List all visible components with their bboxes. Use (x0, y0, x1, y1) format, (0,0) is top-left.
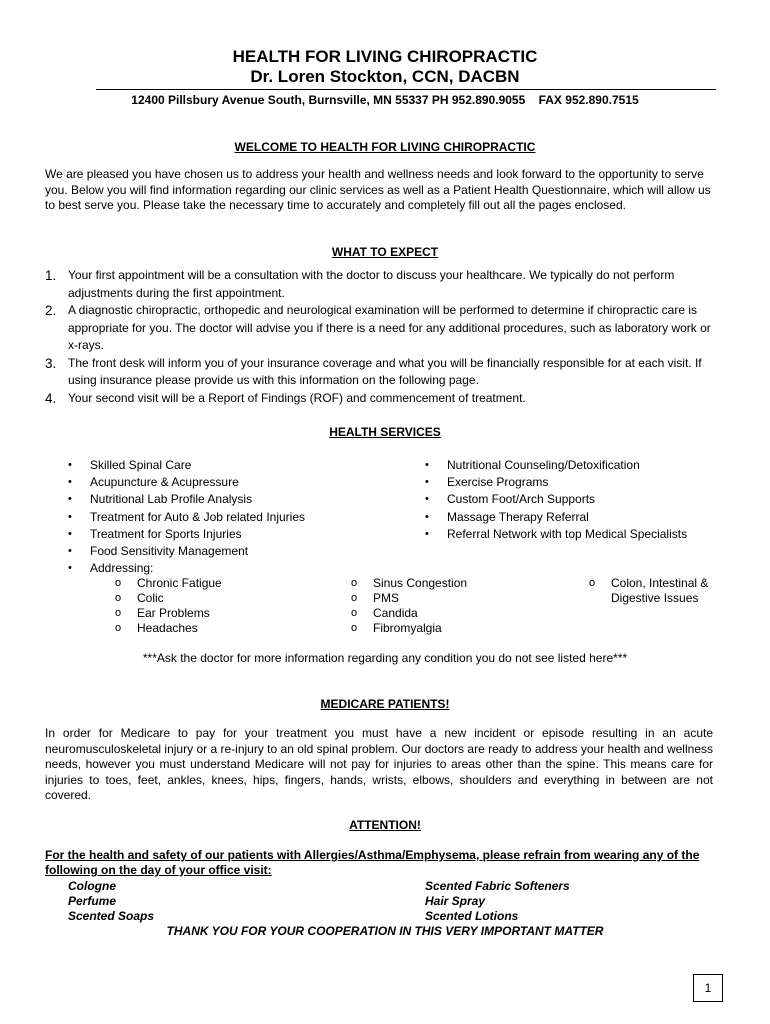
condition-label-continued: Digestive Issues (611, 591, 699, 605)
condition-label: Ear Problems (137, 606, 210, 620)
fragrance-item: Hair Spray (425, 894, 486, 908)
what-to-expect-heading: WHAT TO EXPECT (331, 245, 439, 259)
expect-list (45, 267, 713, 407)
service-item (66, 543, 396, 560)
welcome-heading: WELCOME TO HEALTH FOR LIVING CHIROPRACTIC (234, 140, 536, 154)
condition-item (351, 606, 551, 621)
header-divider (96, 89, 716, 90)
condition-label: Candida (373, 606, 418, 620)
condition-label: PMS (373, 591, 400, 605)
conditions-column-1 (115, 576, 315, 636)
service-item (66, 491, 396, 508)
expect-item-4 (45, 390, 713, 408)
circle-bullet-icon: o (351, 622, 358, 634)
service-item (423, 457, 743, 474)
circle-bullet-icon: o (351, 607, 358, 619)
service-label: Nutritional Counseling/Detoxification (447, 458, 640, 472)
bullet-icon: • (68, 476, 72, 489)
condition-label: Headaches (137, 621, 198, 635)
service-label: Skilled Spinal Care (90, 458, 192, 472)
service-item (66, 509, 396, 526)
clinic-name: HEALTH FOR LIVING CHIROPRACTIC (232, 47, 538, 66)
circle-bullet-icon: o (351, 577, 358, 589)
condition-label: Chronic Fatigue (137, 576, 222, 590)
service-label: Exercise Programs (447, 475, 549, 490)
services-right-column (423, 457, 743, 543)
expect-item-1 (45, 267, 713, 302)
page-number: 1 (693, 974, 723, 1002)
service-item (66, 474, 396, 491)
bullet-icon: • (68, 527, 72, 540)
bullet-icon: • (425, 493, 429, 506)
fragrance-list-left (68, 879, 368, 924)
fragrance-item: Scented Soaps (68, 909, 155, 923)
medicare-paragraph: In order for Medicare to pay for your treatment you must have a new incident or episode resulting in an acute neuromusculoskeletal injury or a re-injury to an old spinal problem. Our doctors are ready to address your health and wellness needs, however you must understand Medicare will not pay for injuries to areas other than the spine. This means care for injuries to toes, feet, ankles, knees, hips, fingers, hands, wrists, elbows, shoulders and everything in between are not covered. (45, 726, 713, 802)
expect-text: Your second visit will be a Report of Findings (ROF) and commencement of treatment. (68, 390, 526, 405)
list-number: 1. (45, 268, 57, 283)
service-label: Massage Therapy Referral (447, 509, 589, 524)
bullet-icon: • (68, 493, 72, 506)
condition-item (115, 621, 315, 636)
condition-item (351, 576, 551, 591)
service-item (66, 457, 396, 474)
expect-item-3 (45, 355, 713, 390)
attention-notice: For the health and safety of our patients with Allergies/Asthma/Emphysema, please refrain from wearing any of the following on the day of your office visit: (45, 848, 700, 877)
services-left-column (66, 457, 396, 577)
bullet-icon: • (68, 459, 72, 471)
fragrance-list-right (425, 879, 725, 924)
list-number: 2. (45, 303, 57, 318)
bullet-icon: • (425, 527, 429, 540)
medicare-heading: MEDICARE PATIENTS! (320, 697, 450, 711)
fragrance-item: Scented Fabric Softeners (425, 879, 570, 893)
service-item (66, 526, 396, 543)
conditions-column-2 (351, 576, 551, 636)
service-label: Acupuncture & Acupressure (90, 475, 239, 490)
condition-label: Sinus Congestion (373, 576, 468, 590)
condition-item (115, 606, 315, 621)
condition-label: Fibromyalgia (373, 621, 442, 635)
list-number: 3. (45, 355, 57, 371)
clinic-address: 12400 Pillsbury Avenue South, Burnsville, MN 55337 PH 952.890.9055 FAX 952.890.7515 (131, 93, 639, 107)
condition-label: Colon, Intestinal & (611, 576, 709, 590)
service-item (423, 474, 743, 491)
bullet-icon: • (425, 459, 429, 471)
service-label: Referral Network with top Medical Specialists (447, 526, 688, 541)
bullet-icon: • (68, 510, 72, 523)
services-note: ***Ask the doctor for more information regarding any condition you do not see listed here*** (142, 651, 628, 665)
service-item (66, 560, 396, 577)
condition-item (351, 591, 551, 606)
thank-you-line: THANK YOU FOR YOUR COOPERATION IN THIS VERY IMPORTANT MATTER (166, 924, 604, 938)
service-label: Treatment for Sports Injuries (90, 526, 242, 541)
bullet-icon: • (68, 545, 72, 558)
expect-text: Your first appointment will be a consultation with the doctor to discuss your healthcare. We typically do not perform adjustments during the first appointment. (68, 268, 675, 300)
fragrance-item: Scented Lotions (425, 909, 519, 923)
service-label: Addressing: (90, 561, 154, 576)
circle-bullet-icon: o (115, 607, 122, 619)
service-label: Custom Foot/Arch Supports (447, 492, 596, 507)
circle-bullet-icon: o (351, 592, 358, 604)
expect-text: A diagnostic chiropractic, orthopedic and neurological examination will be performed to determine if chiropractic care is appropriate for you. The doctor will advise you if there is a need for any additional procedures, such as laboratory work or x-rays. (68, 303, 711, 352)
circle-bullet-icon: o (115, 592, 122, 604)
doctor-name: Dr. Loren Stockton, CCN, DACBN (250, 67, 520, 86)
condition-item (351, 621, 551, 636)
service-label: Food Sensitivity Management (90, 544, 249, 559)
conditions-column-3 (589, 576, 739, 606)
circle-bullet-icon: o (115, 577, 122, 589)
condition-item (115, 576, 315, 591)
list-number: 4. (45, 390, 57, 406)
expect-text: The front desk will inform you of your insurance coverage and what you will be financially responsible for at each visit. If using insurance please provide us with this information on the following page. (68, 355, 702, 387)
fragrance-item: Cologne (68, 879, 116, 893)
attention-heading: ATTENTION! (349, 818, 421, 832)
service-label: Nutritional Lab Profile Analysis (90, 492, 253, 507)
fragrance-item: Perfume (68, 894, 117, 908)
health-services-heading: HEALTH SERVICES (329, 425, 441, 439)
service-label: Treatment for Auto & Job related Injuries (90, 509, 305, 524)
bullet-icon: • (425, 510, 429, 523)
condition-item (589, 576, 739, 606)
circle-bullet-icon: o (589, 577, 596, 589)
service-item (423, 509, 743, 526)
expect-item-2 (45, 302, 713, 355)
circle-bullet-icon: o (115, 622, 122, 634)
service-item (423, 526, 743, 543)
condition-item (115, 591, 315, 606)
bullet-icon: • (68, 562, 72, 575)
welcome-paragraph: We are pleased you have chosen us to address your health and wellness needs and look forward to the opportunity to serve you. Below you will find information regarding our clinic services as well as a Patient Health Questionnaire, which will allow us to best serve you. Please take the necessary time to accurately and completely fill out all the pages enclosed. (45, 167, 711, 212)
bullet-icon: • (425, 476, 429, 489)
condition-label: Colic (137, 591, 164, 605)
service-item (423, 491, 743, 508)
